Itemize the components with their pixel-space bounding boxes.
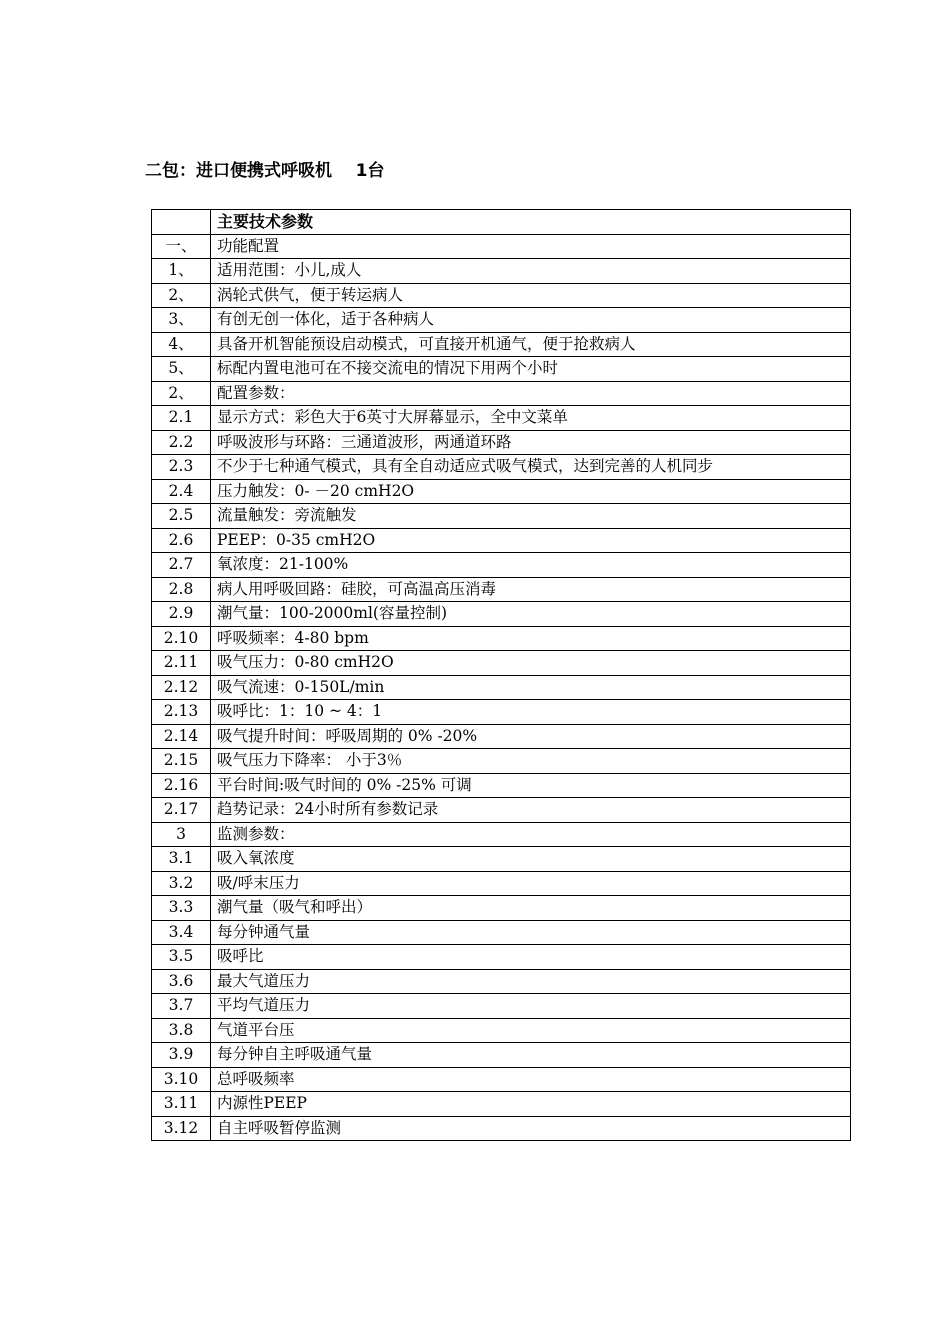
row-text-cell: 每分钟通气量: [211, 920, 851, 945]
row-text-cell: 涡轮式供气，便于转运病人: [211, 283, 851, 308]
table-row: [152, 1018, 851, 1043]
table-row: [152, 847, 851, 872]
row-text-cell: 内源性PEEP: [211, 1092, 851, 1117]
row-number-cell: 2、: [152, 381, 211, 406]
row-number-cell: 2.7: [152, 553, 211, 578]
table-row: [152, 308, 851, 333]
table-row: [152, 1067, 851, 1092]
row-text-cell: 气道平台压: [211, 1018, 851, 1043]
row-number-cell: 2.9: [152, 602, 211, 627]
row-number-cell: 3.3: [152, 896, 211, 921]
row-text-cell: 趋势记录：24小时所有参数记录: [211, 798, 851, 823]
table-row: [152, 749, 851, 774]
table-row: [152, 994, 851, 1019]
table-row: [152, 283, 851, 308]
row-number-cell: 2.3: [152, 455, 211, 480]
row-number-cell: 2.16: [152, 773, 211, 798]
table-row: [152, 553, 851, 578]
row-text-cell: 吸/呼末压力: [211, 871, 851, 896]
row-number-cell: 3.7: [152, 994, 211, 1019]
spec-table: [151, 209, 851, 1141]
row-number-cell: 1、: [152, 259, 211, 284]
row-number-cell: 3.5: [152, 945, 211, 970]
header-number-cell: [152, 210, 211, 235]
table-row: [152, 1116, 851, 1141]
row-number-cell: 3.8: [152, 1018, 211, 1043]
row-text-cell: 具备开机智能预设启动模式，可直接开机通气，便于抢救病人: [211, 332, 851, 357]
row-number-cell: 2.15: [152, 749, 211, 774]
row-text-cell: 病人用呼吸回路：硅胶，可高温高压消毒: [211, 577, 851, 602]
row-text-cell: 总呼吸频率: [211, 1067, 851, 1092]
row-number-cell: 3.6: [152, 969, 211, 994]
table-row: [152, 871, 851, 896]
row-text-cell: PEEP：0-35 cmH2O: [211, 528, 851, 553]
table-row: [152, 896, 851, 921]
row-number-cell: 2.4: [152, 479, 211, 504]
table-row: [152, 945, 851, 970]
row-number-cell: 3.10: [152, 1067, 211, 1092]
table-row: [152, 822, 851, 847]
spec-table-body: [152, 210, 851, 1141]
row-text-cell: 潮气量：100-2000ml(容量控制): [211, 602, 851, 627]
table-row: [152, 700, 851, 725]
row-text-cell: 有创无创一体化，适于各种病人: [211, 308, 851, 333]
table-row: [152, 332, 851, 357]
table-row: [152, 479, 851, 504]
row-text-cell: 压力触发：0- －20 cmH2O: [211, 479, 851, 504]
row-text-cell: 吸气提升时间：呼吸周期的 0% -20%: [211, 724, 851, 749]
table-row: [152, 504, 851, 529]
table-row: [152, 577, 851, 602]
row-number-cell: 2.14: [152, 724, 211, 749]
row-number-cell: 一、: [152, 234, 211, 259]
row-text-cell: 自主呼吸暂停监测: [211, 1116, 851, 1141]
row-number-cell: 3.9: [152, 1043, 211, 1068]
row-text-cell: 吸呼比：1：10 ~ 4：1: [211, 700, 851, 725]
header-label-cell: 主要技术参数: [211, 210, 851, 235]
row-text-cell: 吸入氧浓度: [211, 847, 851, 872]
row-text-cell: 标配内置电池可在不接交流电的情况下用两个小时: [211, 357, 851, 382]
row-text-cell: 氧浓度：21-100%: [211, 553, 851, 578]
row-text-cell: 吸呼比: [211, 945, 851, 970]
table-row: [152, 969, 851, 994]
table-row: [152, 406, 851, 431]
row-number-cell: 5、: [152, 357, 211, 382]
table-row: [152, 626, 851, 651]
table-row: [152, 259, 851, 284]
row-text-cell: 平均气道压力: [211, 994, 851, 1019]
row-number-cell: 2.11: [152, 651, 211, 676]
row-text-cell: 每分钟自主呼吸通气量: [211, 1043, 851, 1068]
table-row: [152, 920, 851, 945]
table-row: [152, 381, 851, 406]
row-number-cell: 4、: [152, 332, 211, 357]
table-row: [152, 675, 851, 700]
row-text-cell: 潮气量（吸气和呼出）: [211, 896, 851, 921]
row-number-cell: 2.17: [152, 798, 211, 823]
page-title: 二包：进口便携式呼吸机 1台: [145, 161, 385, 181]
row-text-cell: 功能配置: [211, 234, 851, 259]
table-row: [152, 455, 851, 480]
table-row: [152, 602, 851, 627]
table-row: [152, 1043, 851, 1068]
row-number-cell: 2.10: [152, 626, 211, 651]
row-number-cell: 2.1: [152, 406, 211, 431]
row-number-cell: 2.5: [152, 504, 211, 529]
row-text-cell: 不少于七种通气模式，具有全自动适应式吸气模式，达到完善的人机同步: [211, 455, 851, 480]
row-number-cell: 3.11: [152, 1092, 211, 1117]
row-number-cell: 2.12: [152, 675, 211, 700]
row-number-cell: 3.2: [152, 871, 211, 896]
table-row: [152, 798, 851, 823]
row-number-cell: 3: [152, 822, 211, 847]
table-row: [152, 528, 851, 553]
row-text-cell: 吸气压力下降率： 小于3％: [211, 749, 851, 774]
row-text-cell: 显示方式：彩色大于6英寸大屏幕显示，全中文菜单: [211, 406, 851, 431]
row-number-cell: 3.4: [152, 920, 211, 945]
row-text-cell: 吸气压力：0-80 cmH2O: [211, 651, 851, 676]
row-number-cell: 3.12: [152, 1116, 211, 1141]
row-text-cell: 流量触发：旁流触发: [211, 504, 851, 529]
table-header-row: [152, 210, 851, 235]
row-text-cell: 呼吸波形与环路：三通道波形，两通道环路: [211, 430, 851, 455]
table-row: [152, 773, 851, 798]
table-row: [152, 724, 851, 749]
table-row: [152, 234, 851, 259]
row-text-cell: 配置参数：: [211, 381, 851, 406]
row-text-cell: 适用范围：小儿,成人: [211, 259, 851, 284]
table-row: [152, 430, 851, 455]
row-number-cell: 2、: [152, 283, 211, 308]
row-number-cell: 3.1: [152, 847, 211, 872]
row-number-cell: 2.2: [152, 430, 211, 455]
row-number-cell: 3、: [152, 308, 211, 333]
row-text-cell: 吸气流速：0-150L/min: [211, 675, 851, 700]
row-text-cell: 监测参数：: [211, 822, 851, 847]
table-row: [152, 651, 851, 676]
table-row: [152, 1092, 851, 1117]
table-row: [152, 357, 851, 382]
row-number-cell: 2.8: [152, 577, 211, 602]
row-text-cell: 平台时间:吸气时间的 0% -25% 可调: [211, 773, 851, 798]
row-text-cell: 最大气道压力: [211, 969, 851, 994]
row-text-cell: 呼吸频率：4-80 bpm: [211, 626, 851, 651]
row-number-cell: 2.6: [152, 528, 211, 553]
row-number-cell: 2.13: [152, 700, 211, 725]
